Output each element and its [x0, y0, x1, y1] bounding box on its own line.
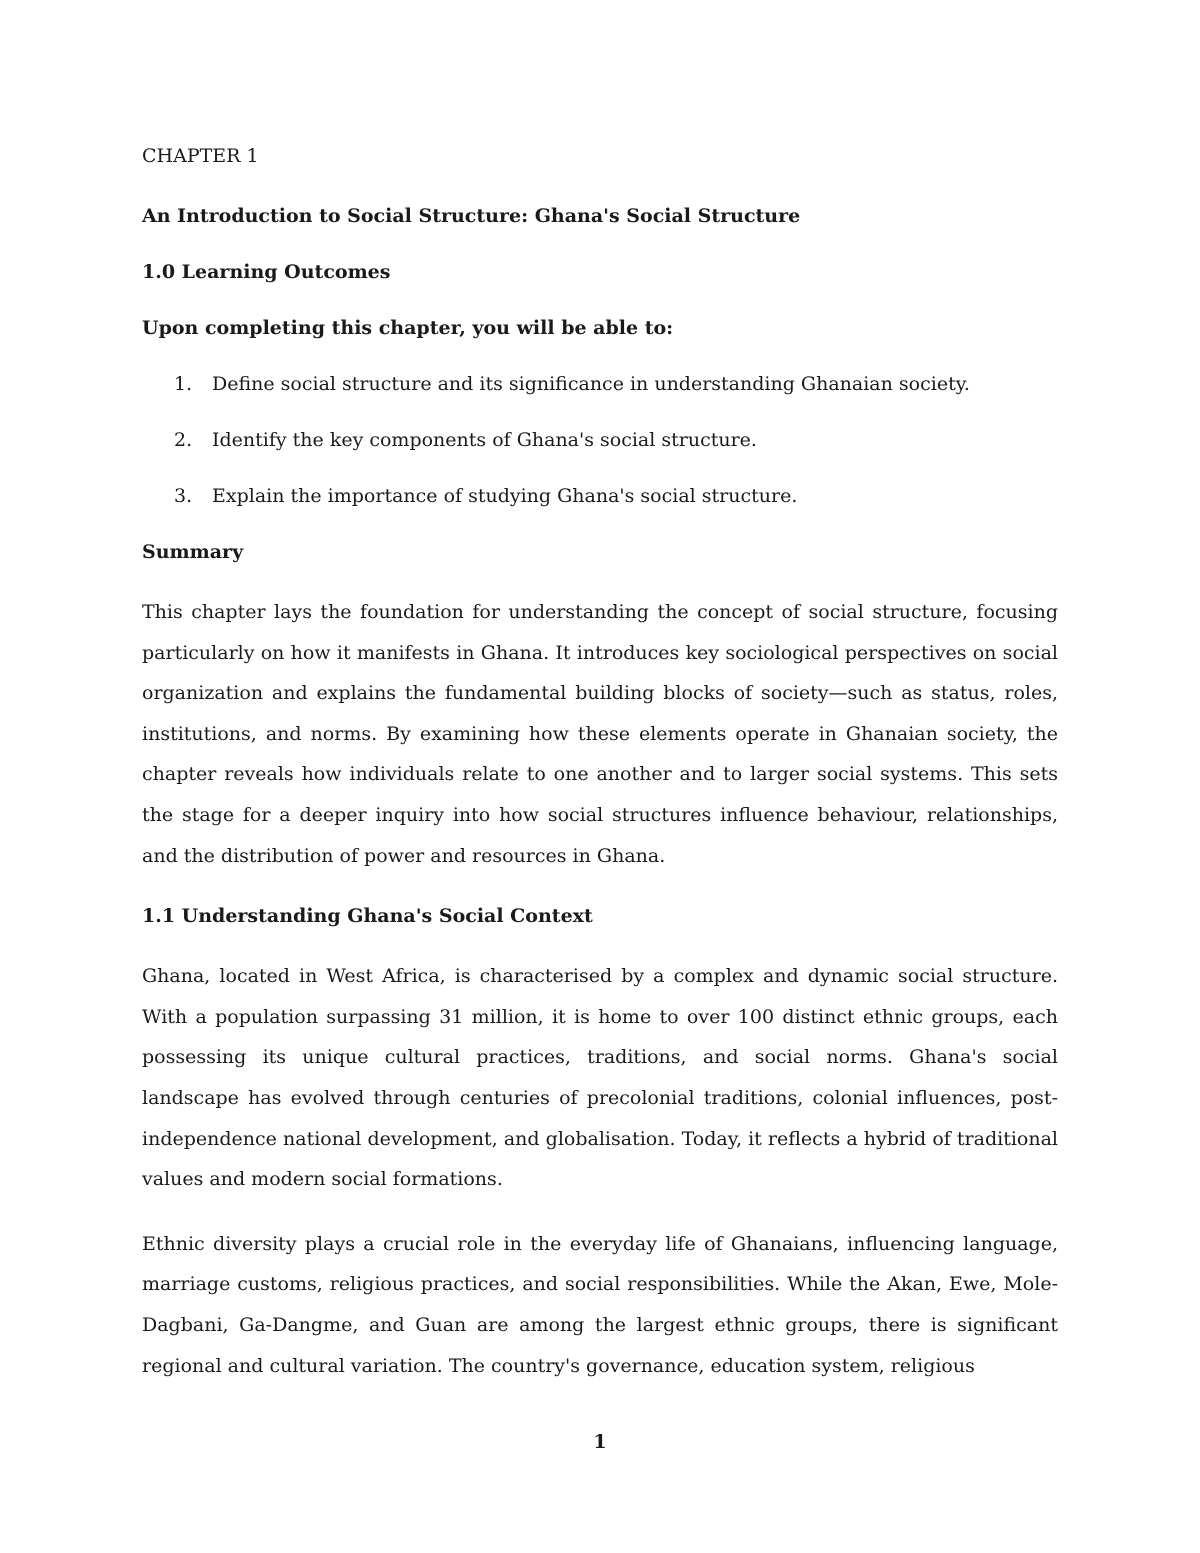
learning-outcomes-heading: 1.0 Learning Outcomes [142, 261, 391, 283]
body-paragraph: Ethnic diversity plays a crucial role in the everyday life of Ghanaians, influencing language, marriage customs, religious practices, and social responsibilities. While the Akan, Ewe, Mole-Dagbani, Ga-Dangme, and Guan are among the largest ethnic groups, there is significant regional and cultural variation. The country's governance, education system, religious [142, 1232, 1058, 1377]
chapter-label: CHAPTER 1 [142, 145, 259, 167]
list-item-text: Explain the importance of studying Ghana's social structure. [212, 485, 798, 507]
learning-outcomes-list [142, 368, 1058, 512]
summary-paragraph: This chapter lays the foundation for understanding the concept of social structure, focusing particularly on how it manifests in Ghana. It introduces key sociological perspectives on social organization and explains the fundamental building blocks of society—such as status, roles, institutions, and norms. By examining how these elements operate in Ghanaian society, the chapter reveals how individuals relate to one another and to larger social systems. This sets the stage for a deeper inquiry into how social structures influence behaviour, relationships, and the distribution of power and resources in Ghana. [142, 601, 1058, 867]
page-number: 1 [593, 1431, 607, 1453]
body-paragraph: Ghana, located in West Africa, is characterised by a complex and dynamic social structure. With a population surpassing 31 million, it is home to over 100 distinct ethnic groups, each possessing its unique cultural practices, traditions, and social norms. Ghana's social landscape has evolved through centuries of precolonial traditions, colonial influences, post-independence national development, and globalisation. Today, it reflects a hybrid of traditional values and modern social formations. [142, 965, 1058, 1191]
page-content [142, 140, 1058, 1386]
list-item-number: 1. [174, 373, 193, 395]
list-item-number: 3. [174, 485, 193, 507]
list-item-text: Identify the key components of Ghana's social structure. [212, 429, 757, 451]
chapter-title: An Introduction to Social Structure: Ghana's Social Structure [142, 205, 801, 227]
list-item-number: 2. [174, 429, 193, 451]
list-item-text: Define social structure and its significance in understanding Ghanaian society. [212, 373, 970, 395]
section-1-1-heading: 1.1 Understanding Ghana's Social Context [142, 905, 593, 928]
summary-heading: Summary [142, 541, 244, 563]
learning-outcomes-intro: Upon completing this chapter, you will be able to: [142, 317, 674, 339]
list-item [142, 424, 1058, 456]
list-item [142, 480, 1058, 512]
list-item [142, 368, 1058, 400]
